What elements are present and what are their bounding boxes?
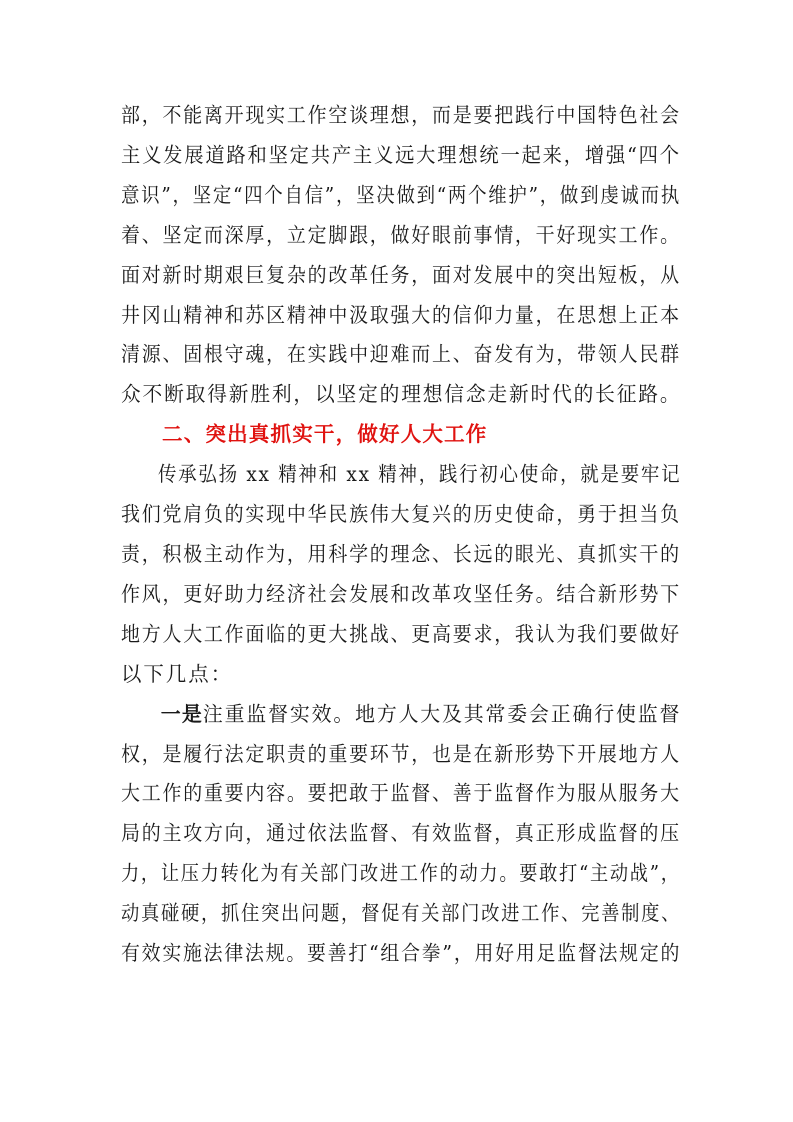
text-line: 着、坚定而深厚，立定脚跟，做好眼前事情，干好现实工作。	[121, 222, 681, 247]
text-line: 意识”，坚定“四个自信”，坚决做到“两个维护”，做到虔诚而执	[121, 182, 681, 207]
text-line: 主义发展道路和坚定共产主义远大理想统一起来，增强“四个	[121, 142, 681, 167]
text-line: 众不断取得新胜利，以坚定的理想信念走新时代的长征路。	[121, 382, 682, 407]
text-line: 动真碰硬，抓住突出问题，督促有关部门改进工作、完善制度、	[121, 901, 682, 926]
paragraph-3	[121, 695, 682, 974]
text-line: 作风，更好助力经济社会发展和改革攻坚任务。结合新形势下	[121, 581, 681, 606]
text-line: 责，积极主动作为，用科学的理念、长远的眼光、真抓实干的	[121, 541, 681, 566]
text-line: 局的主攻方向，通过依法监督、有效监督，真正形成监督的压	[121, 821, 681, 846]
paragraph-2	[121, 455, 682, 694]
text-fragment: 注重监督实效。地方人大及其常委会正确行使监督	[202, 701, 682, 726]
lead-in-label: 一是	[160, 701, 203, 726]
paragraph-1	[121, 96, 682, 415]
text-line: 面对新时期艰巨复杂的改革任务，面对发展中的突出短板，从	[121, 262, 681, 287]
text-line: 传承弘扬 xx 精神和 xx 精神，践行初心使命，就是要牢记	[157, 462, 682, 487]
text-line: 权，是履行法定职责的重要环节，也是在新形势下开展地方人	[121, 741, 681, 766]
text-line: 我们党肩负的实现中华民族伟大复兴的历史使命，勇于担当负	[121, 502, 681, 527]
text-line: 部，不能离开现实工作空谈理想，而是要把践行中国特色社会	[121, 103, 681, 127]
text-line	[121, 695, 682, 735]
text-line: 地方人大工作面临的更大挑战、更高要求，我认为我们要做好	[121, 621, 681, 646]
text-line: 以下几点：	[121, 661, 233, 686]
text-line: 大工作的重要内容。要把敢于监督、善于监督作为服从服务大	[121, 781, 681, 806]
text-line: 井冈山精神和苏区精神中汲取强大的信仰力量，在思想上正本	[121, 302, 681, 327]
section-heading: 二、突出真抓实干，做好人大工作	[162, 422, 488, 447]
text-line: 力，让压力转化为有关部门改进工作的动力。要敢打“主动战”，	[121, 861, 681, 886]
text-line: 清源、固根守魂，在实践中迎难而上、奋发有为，带领人民群	[121, 342, 681, 367]
text-line: 有效实施法律法规。要善打“组合拳”，用好用足监督法规定的	[121, 941, 682, 966]
